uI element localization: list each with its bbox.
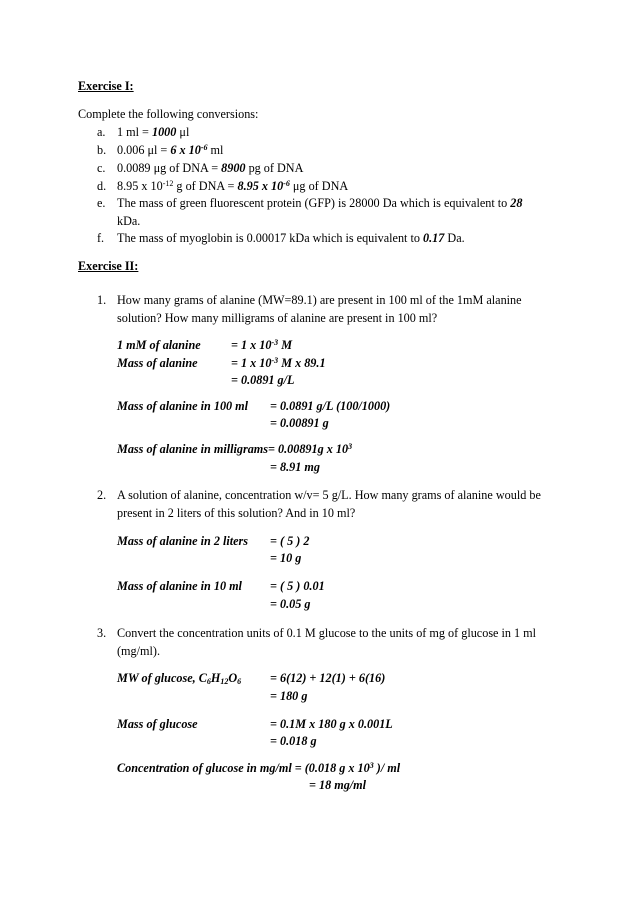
step-label: Mass of alanine <box>117 356 198 370</box>
step-value: = ( 5 ) 2 <box>270 534 310 548</box>
exercise-1-heading: Exercise I: <box>78 79 134 93</box>
exercise-1-intro: Complete the following conversions: <box>78 107 259 121</box>
step-label: Mass of glucose <box>117 717 198 731</box>
step-label: Mass of alanine in 100 ml <box>117 399 249 413</box>
step-value: = 1 x $10^{-3}$ M x 89.1 <box>231 356 326 370</box>
list-marker: b. <box>97 143 107 157</box>
list-marker: e. <box>97 196 106 210</box>
step-value: = 18 mg/ml <box>309 778 367 792</box>
step-value: = 0.0891 g/L <box>231 373 295 387</box>
step-value: = 1 x $10^{-3}$ M <box>231 338 293 352</box>
step-value: = 0.00891 g <box>270 416 329 430</box>
step-value: = 0.05 g <box>270 597 311 611</box>
step-label: Concentration of glucose in mg/ml = (0.018 g x $10^3$ )/ ml <box>117 761 401 775</box>
list-marker: c. <box>97 161 106 175</box>
question-number: 1. <box>97 293 107 307</box>
list-marker: f. <box>97 231 105 245</box>
list-marker: d. <box>97 179 107 193</box>
list-item: The mass of green fluorescent protein (GFP) is 28000 Da which is equivalent to 28 <box>117 196 523 210</box>
list-marker: a. <box>97 125 106 139</box>
step-value: = 8.91 mg <box>270 460 320 474</box>
question-number: 2. <box>97 488 107 502</box>
list-item: 1 ml = 1000 μl <box>117 125 190 139</box>
step-value: = 6(12) + 12(1) + 6(16) <box>270 671 386 685</box>
step-value: = 0.018 g <box>270 734 317 748</box>
list-item: 0.006 μl = 6 x $10^{-6}$ ml <box>117 143 224 157</box>
step-label: MW of glucose, $C_6H_{12}O_6$ <box>117 671 242 686</box>
question-text: present in 2 liters of this solution? And in 10 ml? <box>117 506 356 520</box>
step-value: = 0.0891 g/L (100/1000) <box>270 399 391 413</box>
question-text: A solution of alanine, concentration w/v= 5 g/L. How many grams of alanine would be <box>117 488 541 502</box>
question-number: 3. <box>97 626 107 640</box>
list-item: 8.95 x $10^{-12}$ g of DNA = 8.95 x $10^{-6}$ μg of DNA <box>117 179 349 193</box>
exercise-2-heading: Exercise II: <box>78 259 139 273</box>
step-value: = 10 g <box>270 551 302 565</box>
step-value: = 180 g <box>270 689 308 703</box>
question-text: How many grams of alanine (MW=89.1) are present in 100 ml of the 1mM alanine <box>117 293 522 307</box>
step-value: = ( 5 ) 0.01 <box>270 579 325 593</box>
question-text: (mg/ml). <box>117 644 160 658</box>
list-item: The mass of myoglobin is 0.00017 kDa which is equivalent to 0.17 Da. <box>117 231 465 245</box>
step-label: Mass of alanine in 10 ml <box>117 579 242 593</box>
question-text: Convert the concentration units of 0.1 M glucose to the units of mg of glucose in 1 ml <box>117 626 537 640</box>
list-item-continuation: kDa. <box>117 214 141 228</box>
step-value: = 0.1M x 180 g x 0.001L <box>270 717 393 731</box>
step-label: Mass of alanine in milligrams= 0.00891g x $10^3$ <box>117 442 353 456</box>
list-item: 0.0089 μg of DNA = 8900 pg of DNA <box>117 161 304 175</box>
question-text: solution? How many milligrams of alanine are present in 100 ml? <box>117 311 438 325</box>
step-label: Mass of alanine in 2 liters <box>117 534 249 548</box>
step-label: 1 mM of alanine <box>117 338 201 352</box>
